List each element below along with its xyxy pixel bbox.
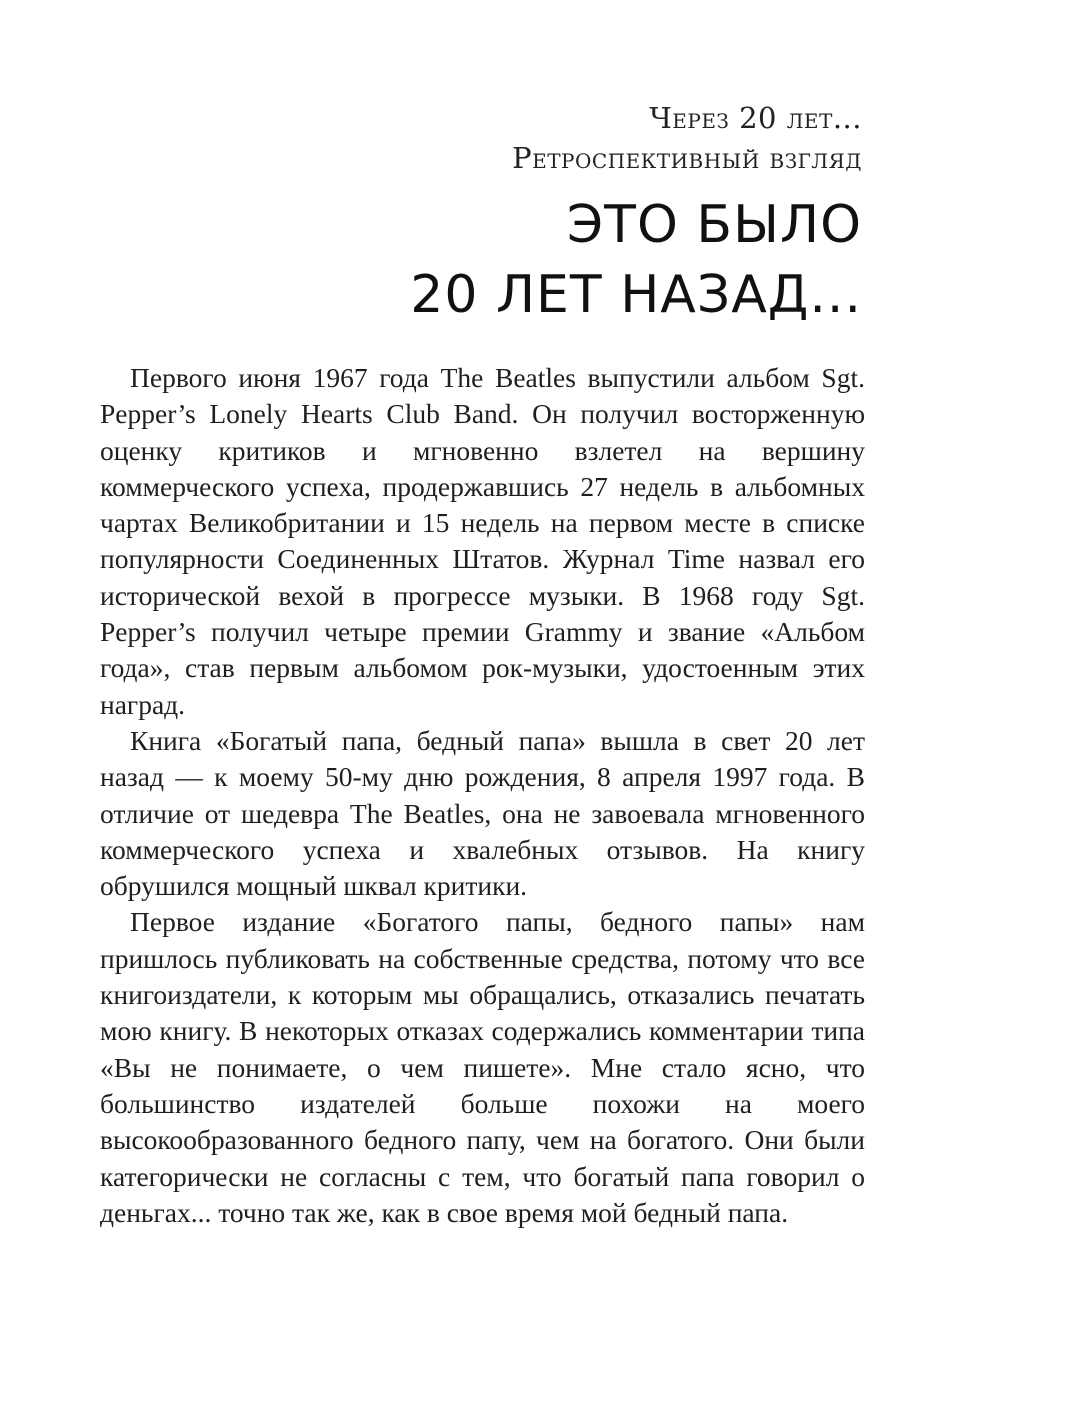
- chapter-title: [410, 190, 862, 330]
- kicker-line-1: Через 20 лет...: [649, 101, 862, 135]
- paragraph-1: Первого июня 1967 года The Beatles выпустили альбом Sgt. Pepper’s Lonely Hearts Club Band. Он получил восторженную оценку критиков и мгновенно взлетел на вершину коммерческого успеха, продержавшись 27 недель в альбомных чартах Великобритании и 15 недель на первом месте в списке популярности Соединенных Штатов. Журнал Time назвал его исторической вехой в прогрессе музыки. В 1968 году Sgt. Pepper’s получил четыре премии Grammy и звание «Альбом года», став первым альбомом рок-музыки, удостоенным этих наград.: [100, 362, 865, 720]
- kicker-line-2: Ретроспективный взгляд: [512, 141, 862, 175]
- title-line-1: ЭТО БЫЛО: [566, 195, 862, 255]
- paragraph-3: Первое издание «Богатого папы, бедного папы» нам пришлось публиковать на собственные средства, потому что все книгоиздатели, к которым мы обращались, отказались печатать мою книгу. В некоторых отказах содержались комментарии типа «Вы не понимаете, о чем пишете». Мне стало ясно, что большинство издателей больше похожи на моего высокообразованного бедного папу, чем на богатого. Они были категорически не согласны с тем, что богатый папа говорил о деньгах... точно так же, как в свое время мой бедный папа.: [100, 906, 865, 1228]
- title-line-2: 20 ЛЕТ НАЗАД...: [410, 265, 862, 325]
- paragraph-2: Книга «Богатый папа, бедный папа» вышла в свет 20 лет назад — к моему 50-му дню рождения, 8 апреля 1997 года. В отличие от шедевра The Beatles, она не завоевала мгновенного коммерческого успеха и хвалебных отзывов. На книгу обрушился мощный шквал критики.: [100, 724, 865, 902]
- body-text: [100, 360, 865, 1231]
- chapter-kicker: [512, 98, 862, 178]
